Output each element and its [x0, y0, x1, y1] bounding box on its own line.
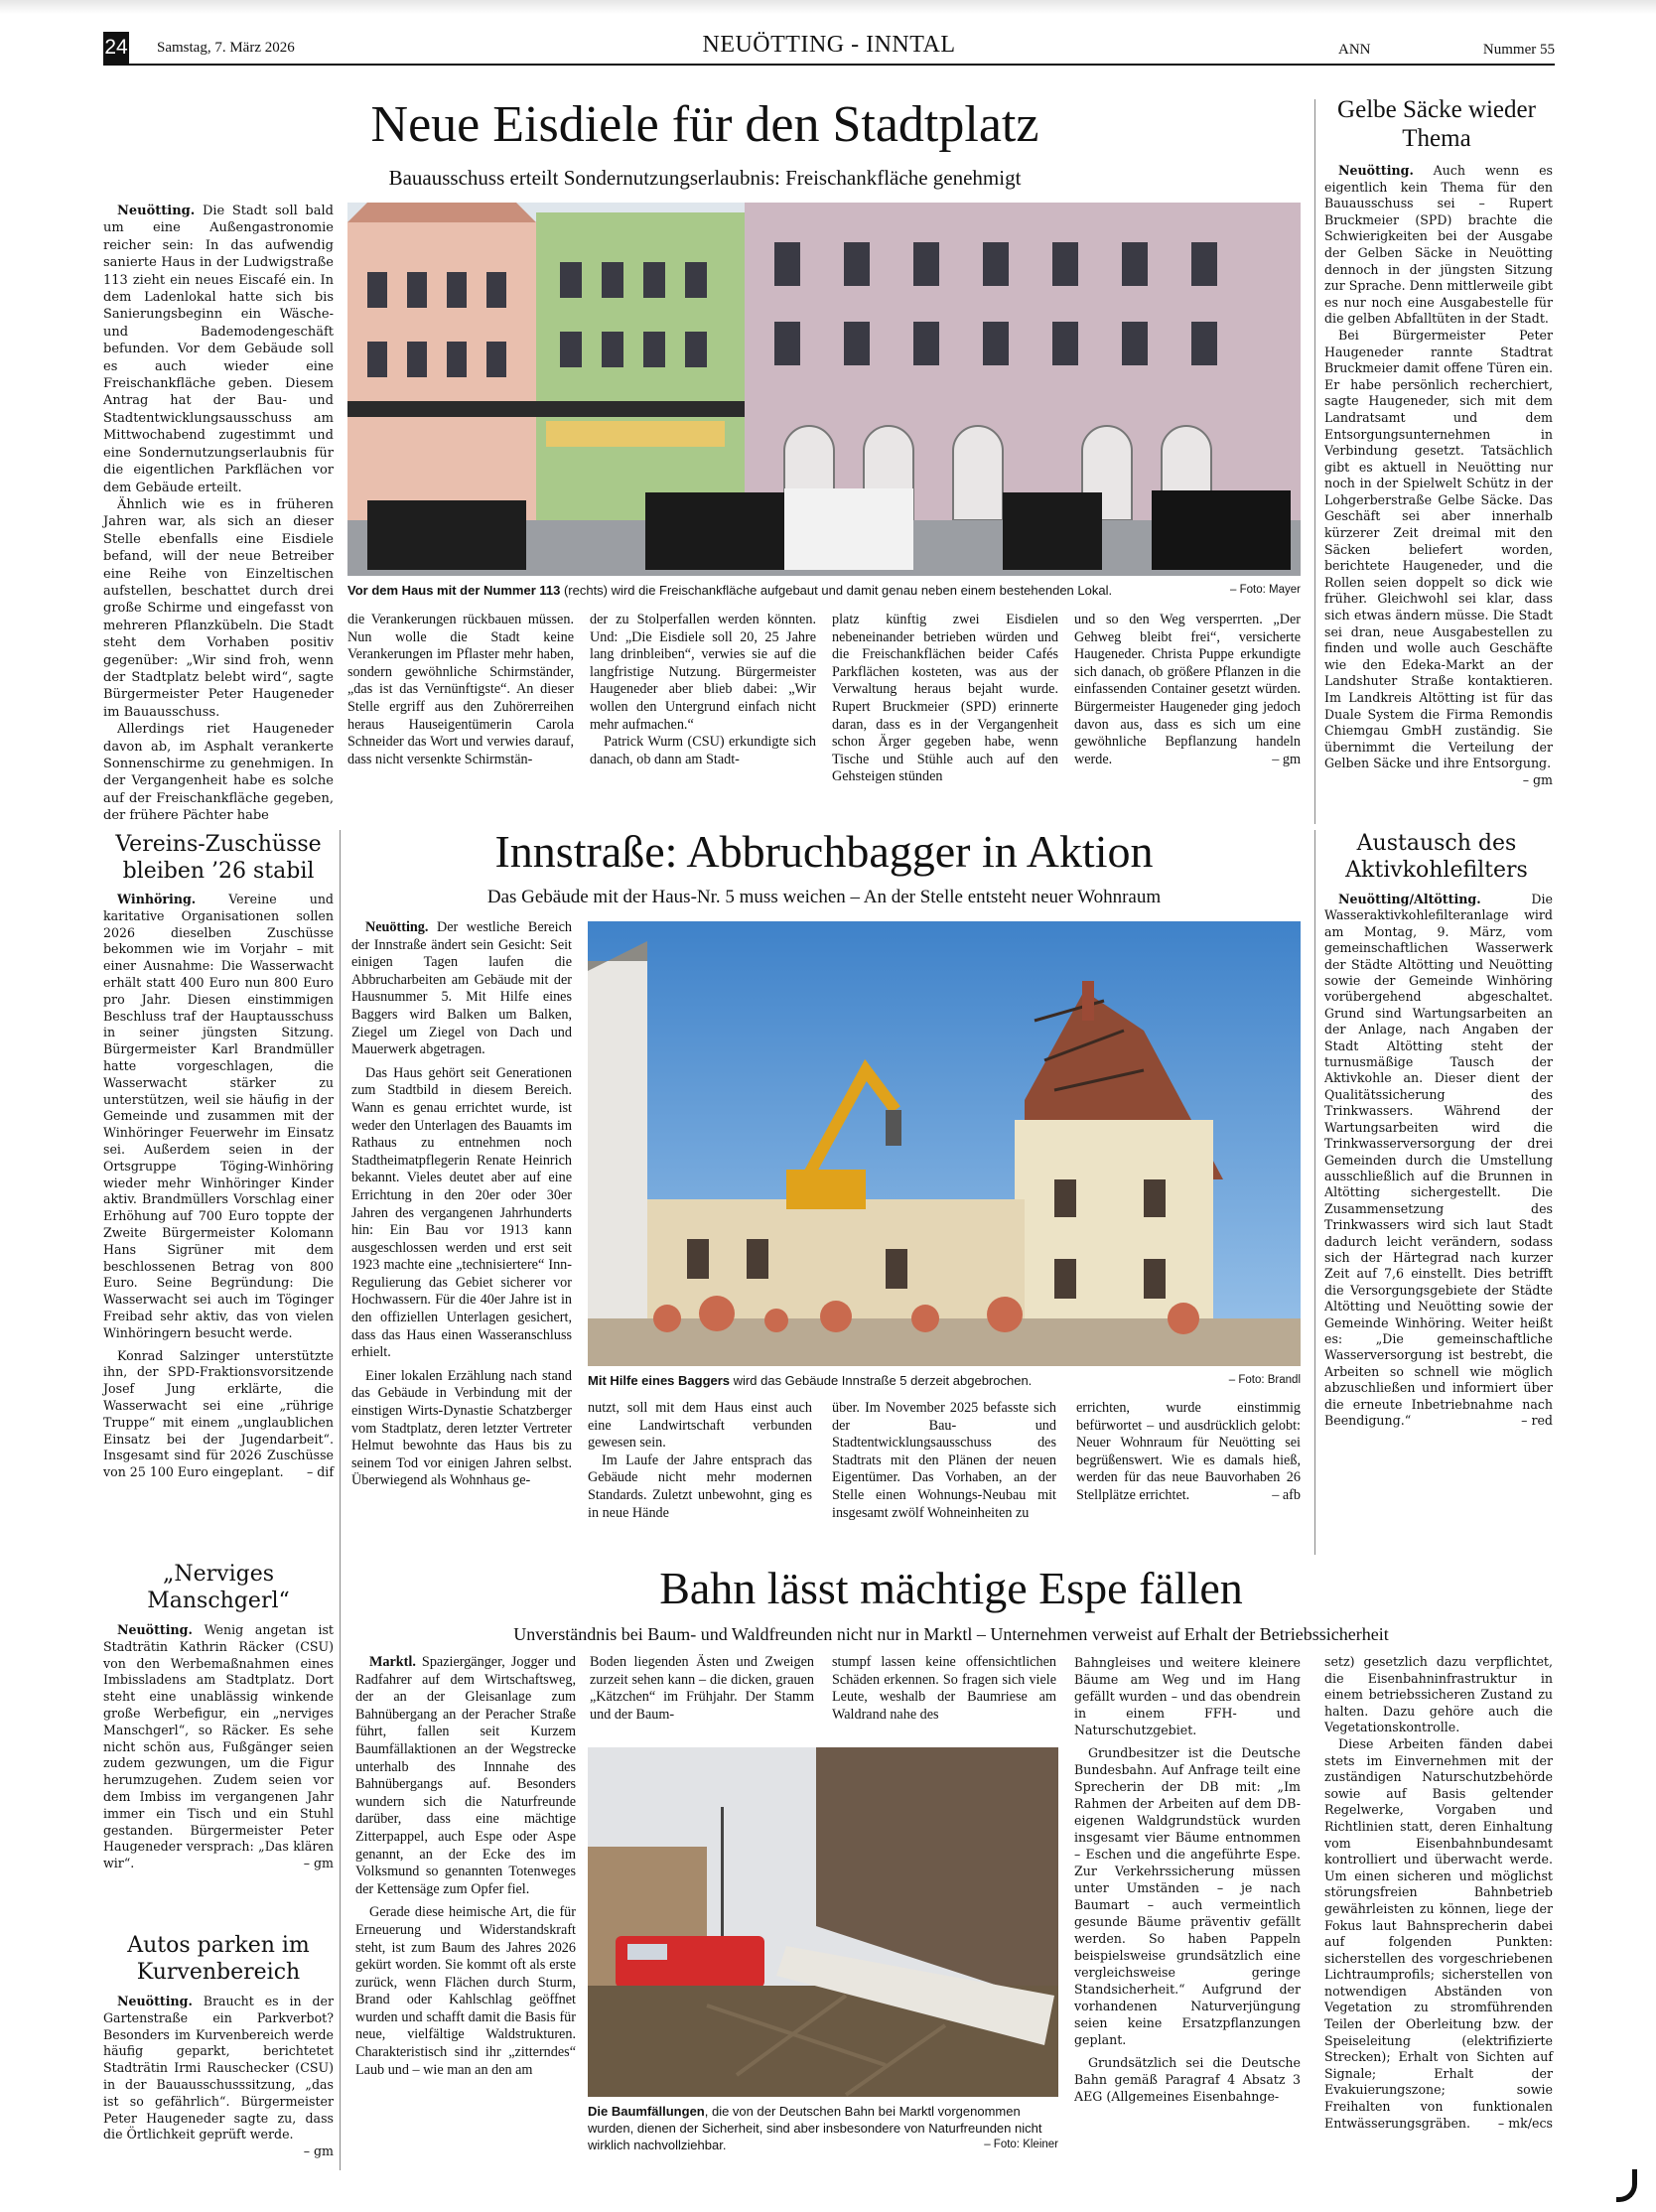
autos-column	[103, 1994, 334, 2160]
paragraph: der zu Stolperfallen werden könnten. Und: „Die Eisdiele soll 20, 25 Jahre lang drinbleiben“, verwies sie auf die langfristige Nutzung. Bürgermeister Haugeneder aber blieb dabei: „Wir wollen den Untergrund einfach nicht mehr aufmachen.“	[590, 612, 816, 733]
paragraph: Bahngleises und weitere kleinere Bäume am Weg und im Hang gefällt wurden – und das obendrein in einem FFH- und Naturschutzgebiet.	[1074, 1655, 1301, 1737]
aktivkohle-column	[1324, 892, 1553, 1429]
photo-credit: – Foto: Mayer	[1230, 584, 1301, 596]
paragraph-text: Bei Bürgermeister Peter Haugeneder rannte Stadtrat Bruckmeier damit offene Türen ein. Er habe persönlich recherchiert, sagte Haugeneder, sich mit dem Landratsamt und dem Entsorgungsunternehmen in Verbindung gesetzt. Tatsächlich gibt es aktuell in Neuötting nur noch in der Spielwelt Schütz in der Lohgerberstraße Gelbe Säcke. Das Geschäft sei aber innerhalb kürzerer Zeit dreimal mit den Säcken beliefert worden, berichtete Haugeneder, und die Rollen seien doppelt so dick wie früher. Gleichwohl sei klar, dass sich etwas ändern müsse. Die Stadt sei dran, neue Ausgabestellen zu finden und wolle auch Geschäfte wie den Edeka-Markt an der Landshuter Straße kontaktieren. Im Landkreis Altötting ist für das Duale System die Firma Remondis Chiemgau GmbH zuständig. Sie übernimmt die Verteilung der Gelben Säcke und ihre Entsorgung.	[1324, 327, 1553, 771]
headline-vereins-zuschuesse: Vereins-Zuschüsse bleiben ’26 stabil	[115, 832, 322, 884]
paragraph	[355, 1654, 576, 1898]
column-divider	[1314, 99, 1315, 824]
headline-nerviges-manschgerl: „Nerviges Manschgerl“	[147, 1562, 290, 1613]
issue-number: Nummer 55	[1482, 42, 1555, 58]
innstrasse-column-4	[1076, 1400, 1301, 1505]
paragraph-text: errichten, wurde einstimmig befürwortet – und ausdrücklich gelobt: Neuer Wohnraum für Neuötting sei begrüßenswert. Wie es damals hieß, werden für das neue Bauvorhaben 26 Stellplätze errichtet.	[1076, 1400, 1301, 1503]
author-signature: – gm	[303, 1856, 334, 1871]
espe-column-4	[1074, 1654, 1301, 2105]
dateline: Neuötting.	[117, 1622, 193, 1637]
caption-bold: Mit Hilfe eines Baggers	[588, 1373, 731, 1388]
paragraph: Ähnlich wie es in früheren Jahren war, als sich an dieser Stelle ebenfalls eine Eisdiele befand, will der neue Betreiber eine Reihe von Einzeltischen aufstellen, beschattet durch drei große Schirme und eingefasst von mehreren Pflanzkübeln. Die Stadt steht dem Vorhaben positiv gegenüber: „Wir sind froh, wenn der Stadtplatz belebt wird“, sagte Bürgermeister Peter Haugeneder im Bauausschuss.	[103, 496, 334, 720]
espe-column-3	[832, 1654, 1056, 1724]
paragraph: Grundsätzlich sei die Deutsche Bahn gemäß Paragraf 4 Absatz 3 AEG (Allgemeines Eisenbahnge-	[1074, 2055, 1301, 2104]
paragraph-text: Der westliche Bereich der Innstraße ändert sein Gesicht: Seit einigen Tagen laufen die Abbrucharbeiten am Gebäude mit der Hausnummer 5. Mit Hilfe eines Baggers wird Balken um Balken, Ziegel um Ziegel von Dach und Mauerwerk abgetragen.	[351, 919, 572, 1058]
author-signature: – red	[1521, 1413, 1553, 1428]
section-title: NEUÖTTING - INNTAL	[702, 32, 956, 58]
paragraph: stumpf lassen keine offensichtlichen Schäden erkennen. So fragen sich viele Leute, weshalb der Baumriese am Waldrand nahe des	[832, 1654, 1056, 1723]
eisdiele-lead-column	[103, 203, 334, 825]
paragraph	[1324, 892, 1553, 1429]
manschgerl-column	[103, 1622, 334, 1872]
page-number: 24	[103, 32, 129, 64]
paragraph: platz künftig zwei Eisdielen nebeneinander betrieben würden und die Freischankflächen beider Cafés Parkflächen kosteten, was aus der Verwaltung heraus bejaht wurde. Rupert Bruckmeier (SPD) erinnerte daran, dass es in der Vergangenheit schon Ärger gegeben habe, wenn Tische und Stühle auch auf den Gehsteigen stünden	[832, 612, 1058, 785]
paragraph: Patrick Wurm (CSU) erkundigte sich danach, ob dann am Stadt-	[590, 734, 816, 767]
paragraph-text: Konrad Salzinger unterstützte ihn, der SPD-Fraktionsvorsitzende Josef Jung erklärte, die Wasserwacht sei eine „rührige Truppe“ mit einem „unglaublichen Einsatz bei der Jugendarbeit“. Insgesamt sind für 2026 Zuschüsse von 25 100 Euro eingeplant.	[103, 1347, 334, 1480]
paragraph	[103, 1994, 334, 2159]
facade-illustration	[347, 203, 1301, 576]
paragraph: Gerade diese heimische Art, die für Erneuerung und Widerstandskraft steht, ist zum Baum des Jahres 2026 gekürt worden. Sie kommt oft als erste zurück, wenn Flächen durch Sturm, Brand oder Kahlschlag geöffnet wurden und schafft damit die Basis für neue, vielfältige Waldstrukturen. Charakteristisch sind ihr „zitterndes“ Laub und – wie man an den am	[355, 1904, 576, 2078]
paragraph	[1324, 1736, 1553, 2132]
eisdiele-column-2	[347, 612, 574, 768]
dateline: Neuötting.	[117, 1994, 193, 2008]
innstrasse-column-3	[832, 1400, 1056, 1522]
page-header	[103, 32, 1555, 66]
author-signature: – gm	[1272, 751, 1301, 767]
author-signature: – gm	[303, 2143, 334, 2159]
page-curl-mark	[1616, 2169, 1637, 2202]
photo-caption-innstrasse	[588, 1372, 1301, 1389]
paragraph	[1076, 1400, 1301, 1505]
innstrasse-lead-column	[351, 919, 572, 1490]
dateline: Neuötting.	[1338, 163, 1414, 178]
caption-text: , die von der Deutschen Bahn bei Marktl vorgenommen wurden, dienen der Sicherheit, sind aber insbesondere von Naturfreunden nicht wirklich nachvollziehbar.	[588, 2104, 1042, 2152]
paragraph: Allerdings riet Haugeneder davon ab, im Asphalt verankerte Sonnenschirme zu genehmigen. In der Vergangenheit habe es solche auf der Freischankfläche gegeben, der frühere Pächter habe	[103, 722, 334, 824]
espe-column-2	[590, 1654, 814, 1724]
paragraph	[1324, 163, 1553, 328]
paragraph: Im Laufe der Jahre entsprach das Gebäude nicht mehr modernen Standards. Zuletzt unbewohnt, ging es in neue Hände	[588, 1452, 812, 1521]
paragraph	[103, 892, 334, 1342]
subheadline-espe: Unverständnis bei Baum- und Waldfreunden nicht nur in Marktl – Unternehmen verweist auf Erhalt der Betriebssicherheit	[513, 1624, 1389, 1644]
issue-date: Samstag, 7. März 2026	[157, 40, 295, 56]
paragraph-text: Die Wasseraktivkohlefilteranlage wird am Montag, 9. März, vom gemeinschaftlichen Wasserwerk der Städte Altötting und Neuötting sowie der Gemeinde Winhöring vorübergehend abgeschaltet. Grund sind Wartungsarbeiten an der Anlage, nach Angaben der Stadt Altötting steht der turnusmäßige Tausch der Aktivkohle an. Dieser dient der Qualitätssicherung des Trinkwassers. Während der Wartungsarbeiten wird die Trinkwasserversorgung der drei Gemeinden durch die Umstellung ausschließlich auf die Brunnen in Altötting sichergestellt. Die Zusammensetzung des Trinkwassers wird sich laut Stadt dadurch leicht verändern, sodass sich der Härtegrad nach kurzer Zeit auf 7,6 einstellt. Dies betrifft die Versorgungsgebiete der Städte Altötting und Neuötting sowie der Gemeinde Winhöring. Weiter heißt es: „Die gemeinschaftliche Wasserversorgung ist bestrebt, die Arbeiten so schnell wie möglich abzuschließen und informiert über die erneute Inbetriebnahme nach Beendigung.“	[1324, 892, 1553, 1428]
espe-column-1	[355, 1654, 576, 2079]
paragraph: über. Im November 2025 befasste sich der Bau- und Stadtentwicklungsausschuss des Stadtrats mit den Plänen der neuen Eigentümer. Das Vorhaben, an der Stelle einen Wohnungs-Neubau mit insgesamt zwölf Wohneinheiten zu	[832, 1400, 1056, 1521]
paragraph	[1324, 327, 1553, 787]
paragraph-text: Auch wenn es eigentlich kein Thema für den Bauausschuss sei – Rupert Bruckmeier (SPD) brachte die Schwierigkeiten bei der Ausgabe der Gelben Säcke in Neuötting dennoch in der jüngsten Sitzung zur Sprache. Denn mittlerweile gibt es nur noch eine Ausgabestelle für die gelben Abfalltüten in der Stadt.	[1324, 163, 1553, 327]
paragraph: setz) gesetzlich dazu verpflichtet, die Eisenbahninfrastruktur in einem betriebssicheren Zustand zu halten. Dazu gehöre auch die Vegetationskontrolle.	[1324, 1654, 1553, 1735]
paragraph	[103, 203, 334, 496]
headline-innstrasse: Innstraße: Abbruchbagger in Aktion	[494, 826, 1154, 877]
author-signature: – mk/ecs	[1497, 2115, 1553, 2131]
paragraph: Grundbesitzer ist die Deutsche Bundesbahn. Auf Anfrage teilt eine Sprecherin der DB mit: „Im Rahmen der Arbeiten auf dem DB-eigenen Waldgrundstück wurden insgesamt vier Bäume entnommen – Eschen und die angeführte Espe. Zur Verkehrssicherung müssen unter Umständen – je nach Baumart – auch vermeintlich gesunde Bäume präventiv gefällt werden. So haben Pappeln beispielsweise grundsätzlich eine vergleichsweise geringe Standsicherheit.“ Aufgrund der vorhandenen Naturverjüngung seien keine Ersatzpflanzungen geplant.	[1074, 1745, 1301, 2047]
vereine-column	[103, 892, 334, 1481]
paragraph-text: Diese Arbeiten fänden dabei stets im Einvernehmen mit der zuständigen Naturschutzbehörde sowie auf Basis geltender Regelwerke, Vorgaben und Richtlinien statt, deren Einhaltung vom Eisenbahnbundesamt kontrolliert und überwacht werde. Um einen sicheren und möglichst störungsfreien Bahnbetrieb gewährleisten zu können, liege der Fokus laut Bahnsprecherin dabei auf folgenden Punkten: sicherstellen des vorgeschriebenen Lichtraumprofils; sicherstellen von notwendigen Abständen von Vegetation zu stromführenden Teilen der Oberleitung bzw. der Speiseleitung (elektrifizierte Strecken); Erhalt von Sichten auf Signale; Erhalt der Evakuierungszone; sowie Freihalten von funktionalen Entwässerungsgräben.	[1324, 1735, 1553, 2131]
eisdiele-column-5	[1074, 612, 1301, 768]
headline-autos-parken: Autos parken im Kurvenbereich	[127, 1933, 310, 1985]
caption-bold: Vor dem Haus mit der Nummer 113	[347, 583, 561, 598]
dateline: Neuötting.	[365, 919, 429, 935]
demolition-illustration	[588, 921, 1301, 1366]
paragraph-text: Wenig angetan ist Stadträtin Kathrin Räcker (CSU) von den Werbemaßnahmen eines Imbissladens am Stadtplatz. Dort steht eine unablässig winkende große Werbefigur, ein „nerviges Manschgerl“, so Räcker. Es sehe nicht schön aus, Fußgänger seien zudem gezwungen, um die Figur herumzugehen. Zudem seien vor dem Imbiss im vergangenen Jahr immer ein Tisch und ein Stuhl gestanden. Bürgermeister Peter Haugeneder versprach: „Das klären wir“.	[103, 1622, 334, 1871]
caption-bold: Die Baumfällungen	[588, 2104, 705, 2119]
dateline: Neuötting/Altötting.	[1338, 892, 1481, 906]
caption-text: (rechts) wird die Freischankfläche aufgebaut und damit genau neben einem bestehenden Lokal.	[560, 583, 1113, 598]
author-signature: – gm	[1522, 771, 1553, 787]
paragraph: die Verankerungen rückbauen müssen. Nun wolle die Stadt keine Verankerungen im Pflaster mehr haben, sondern gewöhnliche Schirmständer, „das ist das Vernünftigste“. An dieser Stelle ergriff aus den Zuhörerreihen heraus Hauseigentümerin Carola Schneider das Wort und verwies darauf, dass nicht versenkte Schirmstän-	[347, 612, 574, 767]
paragraph: Einer lokalen Erzählung nach stand das Gebäude in Verbindung mit der einstigen Wirts-Dynastie Schatzberger vom Stadtplatz, deren letzter Vertreter Helmut bewohnte das Haus bis zu seinem Tod vor einigen Jahren selbst. Überwiegend als Wohnhaus ge-	[351, 1367, 572, 1489]
paper-abbrev: ANN	[1338, 42, 1371, 58]
dateline: Neuötting.	[117, 204, 196, 218]
paragraph	[103, 1348, 334, 1481]
paragraph	[1074, 612, 1301, 768]
trees-illustration	[588, 1747, 1058, 2097]
paragraph: nutzt, soll mit dem Haus einst auch eine Landwirtschaft verbunden gewesen sein.	[588, 1400, 812, 1452]
column-divider	[340, 830, 341, 2170]
headline-aktivkohlefilter: Austausch des Aktivkohlefilters	[1345, 831, 1528, 883]
photo-caption-eisdiele	[347, 582, 1301, 599]
author-signature: – afb	[1272, 1486, 1301, 1503]
espe-column-5	[1324, 1654, 1553, 2132]
photo-stadtplatz-houses	[347, 203, 1301, 576]
photo-credit: – Foto: Kleiner	[984, 2139, 1058, 2150]
dateline: Winhöring.	[117, 892, 197, 906]
headline-eisdiele: Neue Eisdiele für den Stadtplatz	[370, 96, 1039, 153]
eisdiele-column-4	[832, 612, 1058, 786]
paragraph: Das Haus gehört seit Generationen zum Stadtbild in diesem Bereich. Wann es genau errichtet wurde, ist weder den Unterlagen des Bauamts im Rathaus zu entnehmen noch Stadtheimatpflegerin Renate Heinrich bekannt. Vieles deutet aber auf eine Errichtung in den 20er oder 30er Jahren des vergangenen Jahrhunderts hin: Ein Bau vor 1913 kann ausgeschlossen werden und erst seit 1923 machte eine „technisiertere“ Inn-Regulierung das Gebiet sicherer vor Hochwassern. Für die 40er Jahre ist in den offiziellen Unterlagen gesichert, dass das Haus einen Wasseranschluss erhielt.	[351, 1064, 572, 1361]
innstrasse-column-2	[588, 1400, 812, 1522]
photo-felled-trees	[588, 1747, 1058, 2097]
author-signature: – dif	[306, 1464, 334, 1480]
column-divider	[1314, 830, 1315, 1555]
paragraph	[351, 919, 572, 1059]
paragraph-text: Spaziergänger, Jogger und Radfahrer auf dem Wirtschaftsweg, der an der Gleisanlage zum Bahnübergang an der Peracher Straße führt, fallen seit Kurzem Baumfällaktionen an der Wegstrecke unterhalb des Innnahe des Bahnübergangs auf. Besonders wundern sich die Naturfreunde darüber, dass eine mächtige Zitterpappel, auch Espe oder Aspe genannt, an der Ecke des im Volksmund so genannten Totenweges der Kettensäge zum Opfer fiel.	[355, 1654, 576, 1897]
headline-gelbe-saecke: Gelbe Säcke wieder Thema	[1337, 96, 1536, 152]
paragraph-text: Die Stadt soll bald um eine Außengastronomie reicher sein: In das aufwendig sanierte Haus in der Ludwigstraße 113 zieht ein neues Eiscafé ein. In dem Ladenlokal hatte sich bis Sanierungsbeginn ein Wäsche- und Bademodengeschäft befunden. Vor dem Gebäude soll es auch wieder eine Freischankfläche geben. Diesem Antrag hat der Bau- und Stadtentwicklungsausschuss am Mittwochabend zugestimmt und eine Sondernutzungserlaubnis für die eigentlichen Parkflächen vor dem Gebäude erteilt.	[103, 204, 334, 495]
paragraph-text: und so den Weg versperrten. „Der Gehweg bleibt frei“, versicherte Haugeneder. Christa Puppe erkundigte sich danach, ob größere Pflanzen in die einfassenden Container gesetzt würden. Bürgermeister Haugeneder ging jedoch davon aus, dass es sich um eine gewöhnliche Bepflanzung handeln werde.	[1074, 612, 1301, 767]
photo-credit: – Foto: Brandl	[1228, 1374, 1301, 1386]
paragraph-text: Vereine und karitative Organisationen sollen 2026 dieselben Zuschüsse bekommen wie im Vorjahr – mit einer Ausnahme: Die Wasserwacht erhält statt 400 Euro nun 800 Euro pro Jahr. Diesen einstimmigen Beschluss traf der Hauptausschuss in seiner jüngsten Sitzung. Bürgermeister Karl Brandmüller hatte vorgeschlagen, die Wasserwacht stärker zu unterstützen, weil sie häufig in der Gemeinde und zusammen mit der Winhöringer Feuerwehr im Einsatz sei. Außerdem seien in der Ortsgruppe Töging-Winhöring wieder mehr Winhöringer Kinder aktiv. Brandmüllers Vorschlag einer Erhöhung auf 700 Euro toppte der Zweite Bürgermeister Kolomann Hans Sigrüner mit dem beschlossenen Betrag von 800 Euro. Seine Begründung: Die Wasserwacht sei auch im Töginger Freibad sehr aktiv, das von vielen Winhöringern besucht werde.	[103, 892, 334, 1340]
headline-espe: Bahn lässt mächtige Espe fällen	[659, 1563, 1243, 1613]
paragraph	[103, 1622, 334, 1872]
subheadline-eisdiele: Bauausschuss erteilt Sondernutzungserlaubnis: Freischankfläche genehmigt	[388, 166, 1022, 190]
paragraph-text: Braucht es in der Gartenstraße ein Parkverbot? Besonders im Kurvenbereich werde häufig geparkt, berichtetet Stadträtin Irmi Rauschecker (CSU) in der Bauausschusssitzung, „das ist so gefährlich“. Bürgermeister Peter Haugeneder sagte zu, dass die Örtlichkeit geprüft werde.	[103, 1994, 334, 2143]
dateline: Marktl.	[369, 1654, 416, 1670]
subheadline-innstrasse: Das Gebäude mit der Haus-Nr. 5 muss weichen – An der Stelle entsteht neuer Wohnraum	[486, 887, 1162, 907]
paragraph: Boden liegenden Ästen und Zweigen zurzeit sehen kann – die dicken, grauen „Kätzchen“ im Frühjahr. Der Stamm und der Baum-	[590, 1654, 814, 1723]
gelbe-saecke-column	[1324, 163, 1553, 789]
photo-demolition	[588, 921, 1301, 1366]
photo-caption-espe	[588, 2103, 1058, 2153]
page-top-shade	[0, 0, 1656, 14]
eisdiele-column-3	[590, 612, 816, 768]
caption-text: wird das Gebäude Innstraße 5 derzeit abgebrochen.	[730, 1373, 1033, 1388]
